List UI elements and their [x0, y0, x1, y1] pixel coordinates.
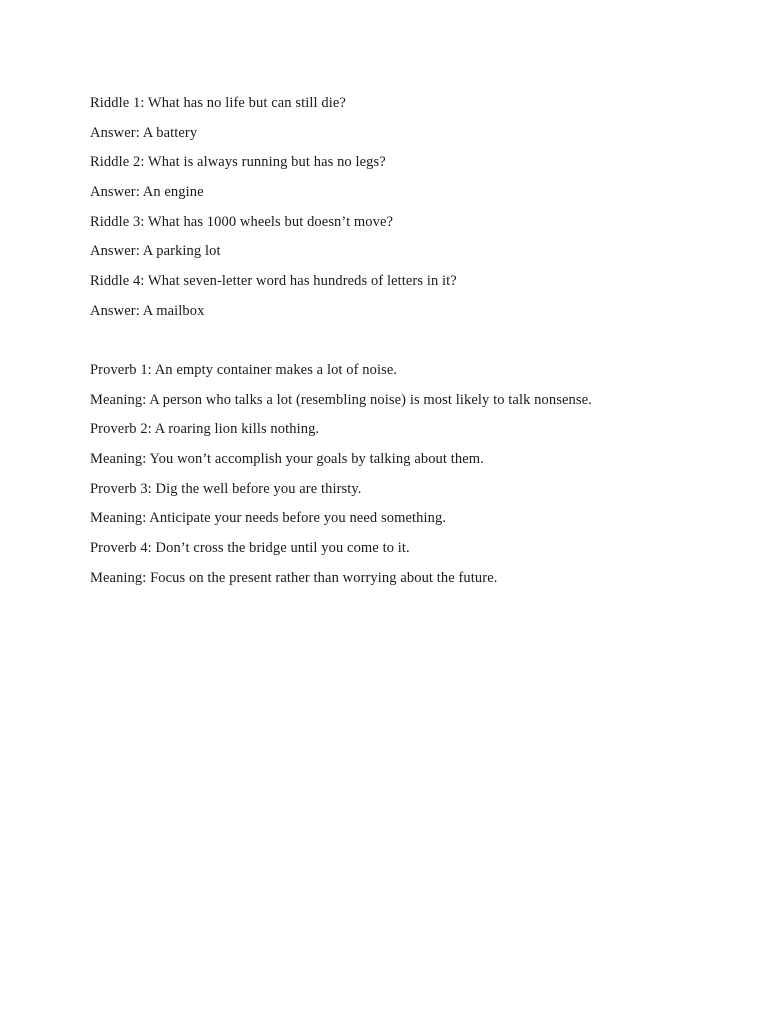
- riddles-section: [90, 92, 730, 330]
- riddle-question: Riddle 2: What is always running but has no legs?: [90, 154, 386, 171]
- proverbs-section: [90, 359, 730, 597]
- document-body: [90, 92, 730, 597]
- proverb-meaning: Meaning: Focus on the present rather than worrying about the future.: [90, 569, 498, 586]
- proverb-text: Proverb 1: An empty container makes a lot of noise.: [90, 362, 398, 378]
- riddle-answer: Answer: An engine: [90, 184, 204, 201]
- proverb-text: Proverb 3: Dig the well before you are thirsty.: [90, 480, 362, 497]
- riddle-answer: Answer: A parking lot: [90, 243, 221, 260]
- riddle-question: Riddle 3: What has 1000 wheels but doesn’t move?: [90, 213, 394, 230]
- section-spacer: [90, 330, 730, 360]
- proverb-text: Proverb 4: Don’t cross the bridge until you come to it.: [90, 540, 410, 557]
- proverb-meaning: Meaning: You won’t accomplish your goals by talking about them.: [90, 451, 484, 468]
- proverb-meaning: Meaning: Anticipate your needs before you need something.: [90, 510, 447, 527]
- riddle-answer: Answer: A mailbox: [90, 302, 205, 319]
- riddle-question: Riddle 4: What seven-letter word has hundreds of letters in it?: [90, 273, 457, 290]
- riddle-question: Riddle 1: What has no life but can still die?: [90, 95, 346, 111]
- proverb-meaning: Meaning: A person who talks a lot (resembling noise) is most likely to talk nonsense.: [90, 391, 592, 408]
- riddle-answer: Answer: A battery: [90, 124, 198, 141]
- proverb-text: Proverb 2: A roaring lion kills nothing.: [90, 421, 320, 438]
